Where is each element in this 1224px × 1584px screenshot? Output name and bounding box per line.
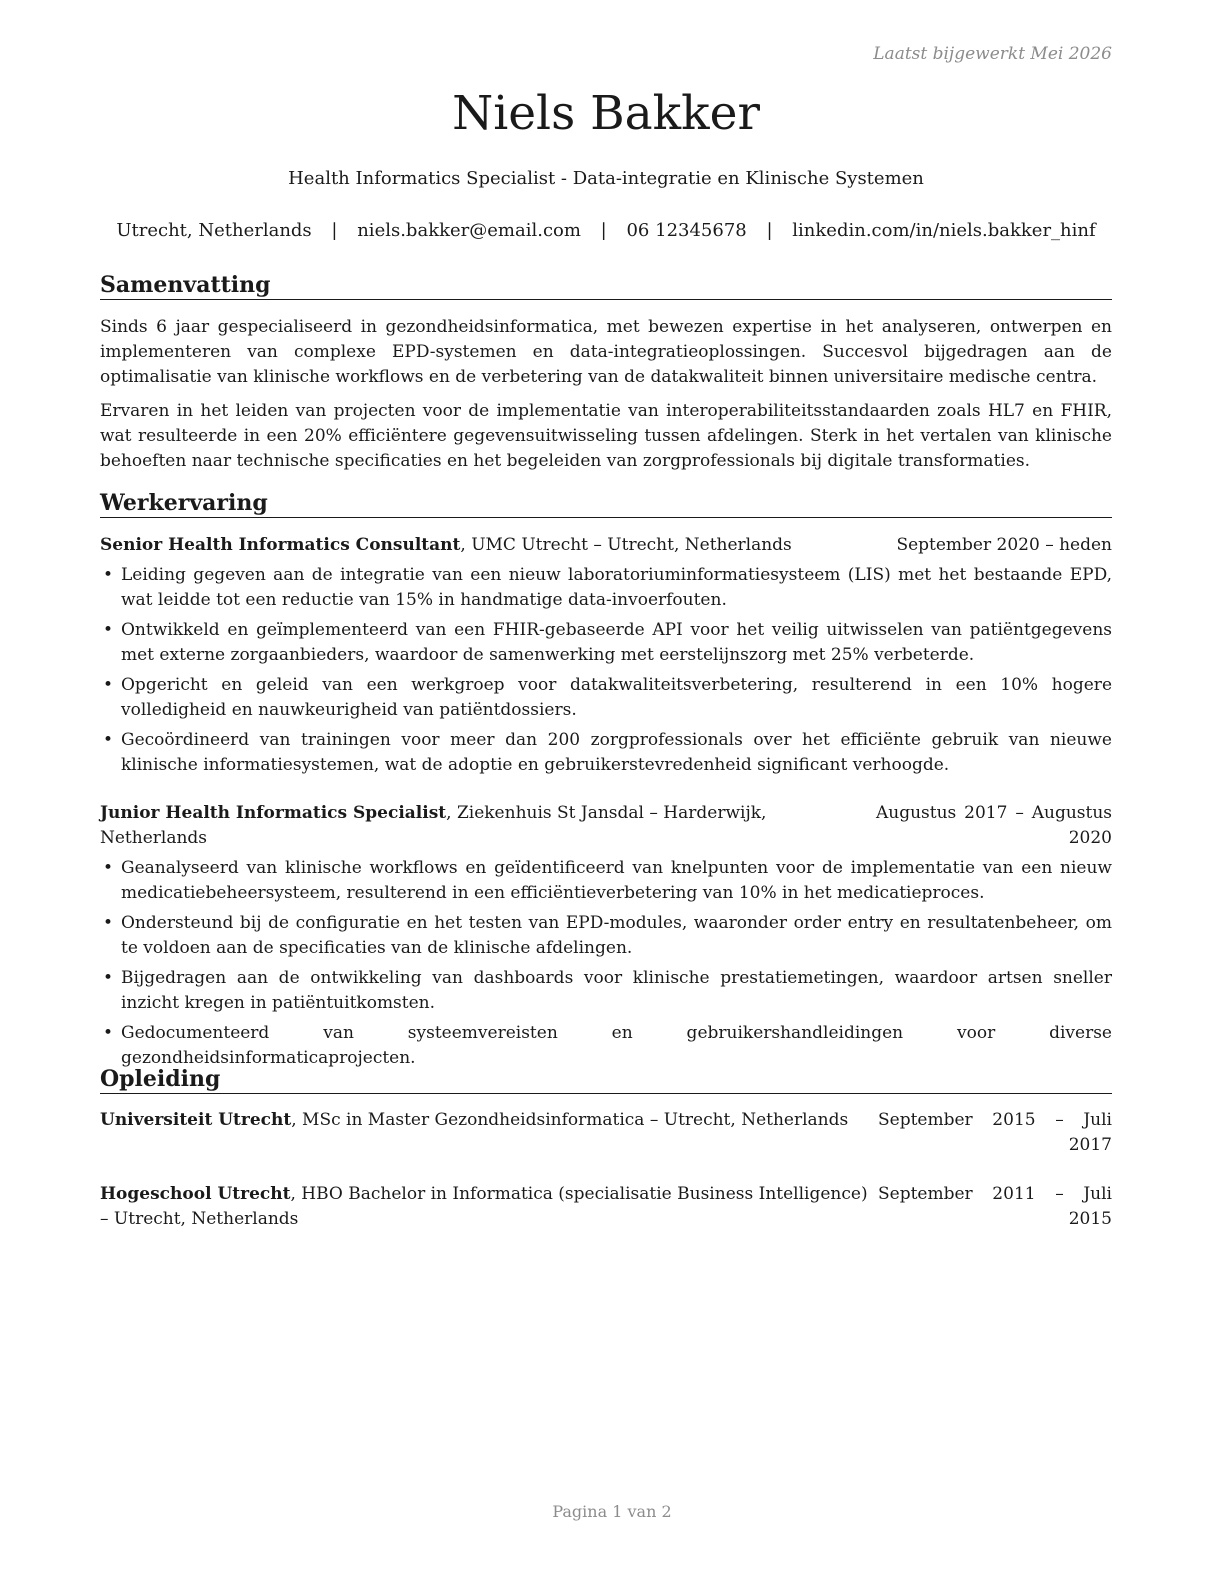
section-title-summary: Samenvatting <box>100 272 1112 300</box>
contact-line <box>100 220 1112 241</box>
summary-paragraph: Ervaren in het leiden van projecten voor de implementatie van interoperabiliteitsstandaarden zoals HL7 en FHIR, wat resulteerde in een 20% efficiëntere gegevensuitwisseling tussen afdelingen. Sterk in het vertalen van klinische behoeften naar technische specificaties en het begeleiden van zorgprofessionals bij digitale transformaties. <box>100 401 1112 471</box>
list-item: • Geanalyseerd van klinische workflows en geïdentificeerd van knelpunten voor de implementatie van een nieuw medicatiebeheersysteem, resulterend in een efficiëntieverbetering van 10% in het medicatieproces. <box>100 856 1112 906</box>
section-title-experience: Werkervaring <box>100 490 1112 518</box>
contact-email[interactable]: niels.bakker@email.com <box>357 220 581 241</box>
headline: Health Informatics Specialist - Data-integratie en Klinische Systemen <box>288 168 924 189</box>
education-detail: , HBO Bachelor in Informatica (specialisatie Business Intelligence) – Utrecht, Netherlands <box>100 1184 868 1229</box>
page-number: Pagina 1 van 2 <box>552 1502 672 1521</box>
list-item: • Gecoördineerd van trainingen voor meer dan 200 zorgprofessionals over het efficiënte gebruik van nieuwe klinische informatiesystemen, wat de adoptie en gebruikerstevredenheid significant verhoogde. <box>100 728 1112 778</box>
summary-paragraph: Sinds 6 jaar gespecialiseerd in gezondheidsinformatica, met bewezen expertise in het analyseren, ontwerpen en implementeren van complexe EPD-systemen en data-integratieoplossingen. Succesvol bijgedragen aan de optimalisatie van klinische workflows en de verbetering van de datakwaliteit binnen universitaire medische centra. <box>100 317 1112 387</box>
job-title-line <box>100 533 896 558</box>
job-period: Augustus 2017 – Augustus 2020 <box>876 803 1112 848</box>
education-title-line <box>100 1182 878 1232</box>
candidate-name: Niels Bakker <box>452 86 760 141</box>
resume-page <box>100 0 1112 1584</box>
job-bullets <box>100 856 1112 1076</box>
contact-separator: | <box>600 220 607 241</box>
contact-separator: | <box>766 220 773 241</box>
contact-linkedin[interactable]: linkedin.com/in/niels.bakker_hinf <box>792 220 1096 241</box>
job-employer: , Ziekenhuis St Jansdal – Harderwijk, Netherlands <box>100 803 767 848</box>
job-header <box>100 801 1112 851</box>
section-title-education: Opleiding <box>100 1066 1112 1094</box>
contact-location: Utrecht, Netherlands <box>116 220 312 241</box>
list-item: • Leiding gegeven aan de integratie van een nieuw laboratoriuminformatiesysteem (LIS) met het bestaande EPD, wat leidde tot een reductie van 15% in handmatige data-invoerfouten. <box>100 563 1112 613</box>
education-school: Universiteit Utrecht <box>100 1110 292 1130</box>
job-title-line <box>100 801 876 851</box>
job-role: Junior Health Informatics Specialist <box>100 803 447 823</box>
education-period: September 2011 – Juli 2015 <box>878 1184 1112 1229</box>
job-role: Senior Health Informatics Consultant <box>100 535 461 555</box>
education-period: September 2015 – Juli 2017 <box>878 1110 1112 1155</box>
job-employer: , UMC Utrecht – Utrecht, Netherlands <box>460 535 792 555</box>
contact-phone: 06 12345678 <box>626 220 747 241</box>
list-item: • Bijgedragen aan de ontwikkeling van dashboards voor klinische prestatiemetingen, waardoor artsen sneller inzicht kregen in patiëntuitkomsten. <box>100 966 1112 1016</box>
list-item: • Ontwikkeld en geïmplementeerd van een FHIR-gebaseerde API voor het veilig uitwisselen van patiëntgegevens met externe zorgaanbieders, waardoor de samenwerking met eerstelijnszorg met 25% verbeterde. <box>100 618 1112 668</box>
education-school: Hogeschool Utrecht <box>100 1184 291 1204</box>
list-item: • Gedocumenteerd van systeemvereisten en gebruikershandleidingen voor diverse gezondheidsinformaticaprojecten. <box>100 1021 1112 1071</box>
job-bullets <box>100 563 1112 783</box>
education-item <box>100 1108 1112 1158</box>
job-period: September 2020 – heden <box>896 535 1112 555</box>
contact-separator: | <box>331 220 338 241</box>
education-title-line <box>100 1108 878 1158</box>
list-item: • Opgericht en geleid van een werkgroep voor datakwaliteitsverbetering, resulterend in een 10% hogere volledigheid en nauwkeurigheid van patiëntdossiers. <box>100 673 1112 723</box>
job-header <box>100 533 1112 558</box>
education-detail: , MSc in Master Gezondheidsinformatica – Utrecht, Netherlands <box>291 1110 849 1130</box>
last-updated-label: Laatst bijgewerkt Mei 2026 <box>873 44 1112 64</box>
education-item <box>100 1182 1112 1232</box>
list-item: • Ondersteund bij de configuratie en het testen van EPD-modules, waaronder order entry en resultatenbeheer, om te voldoen aan de specificaties van de klinische afdelingen. <box>100 911 1112 961</box>
